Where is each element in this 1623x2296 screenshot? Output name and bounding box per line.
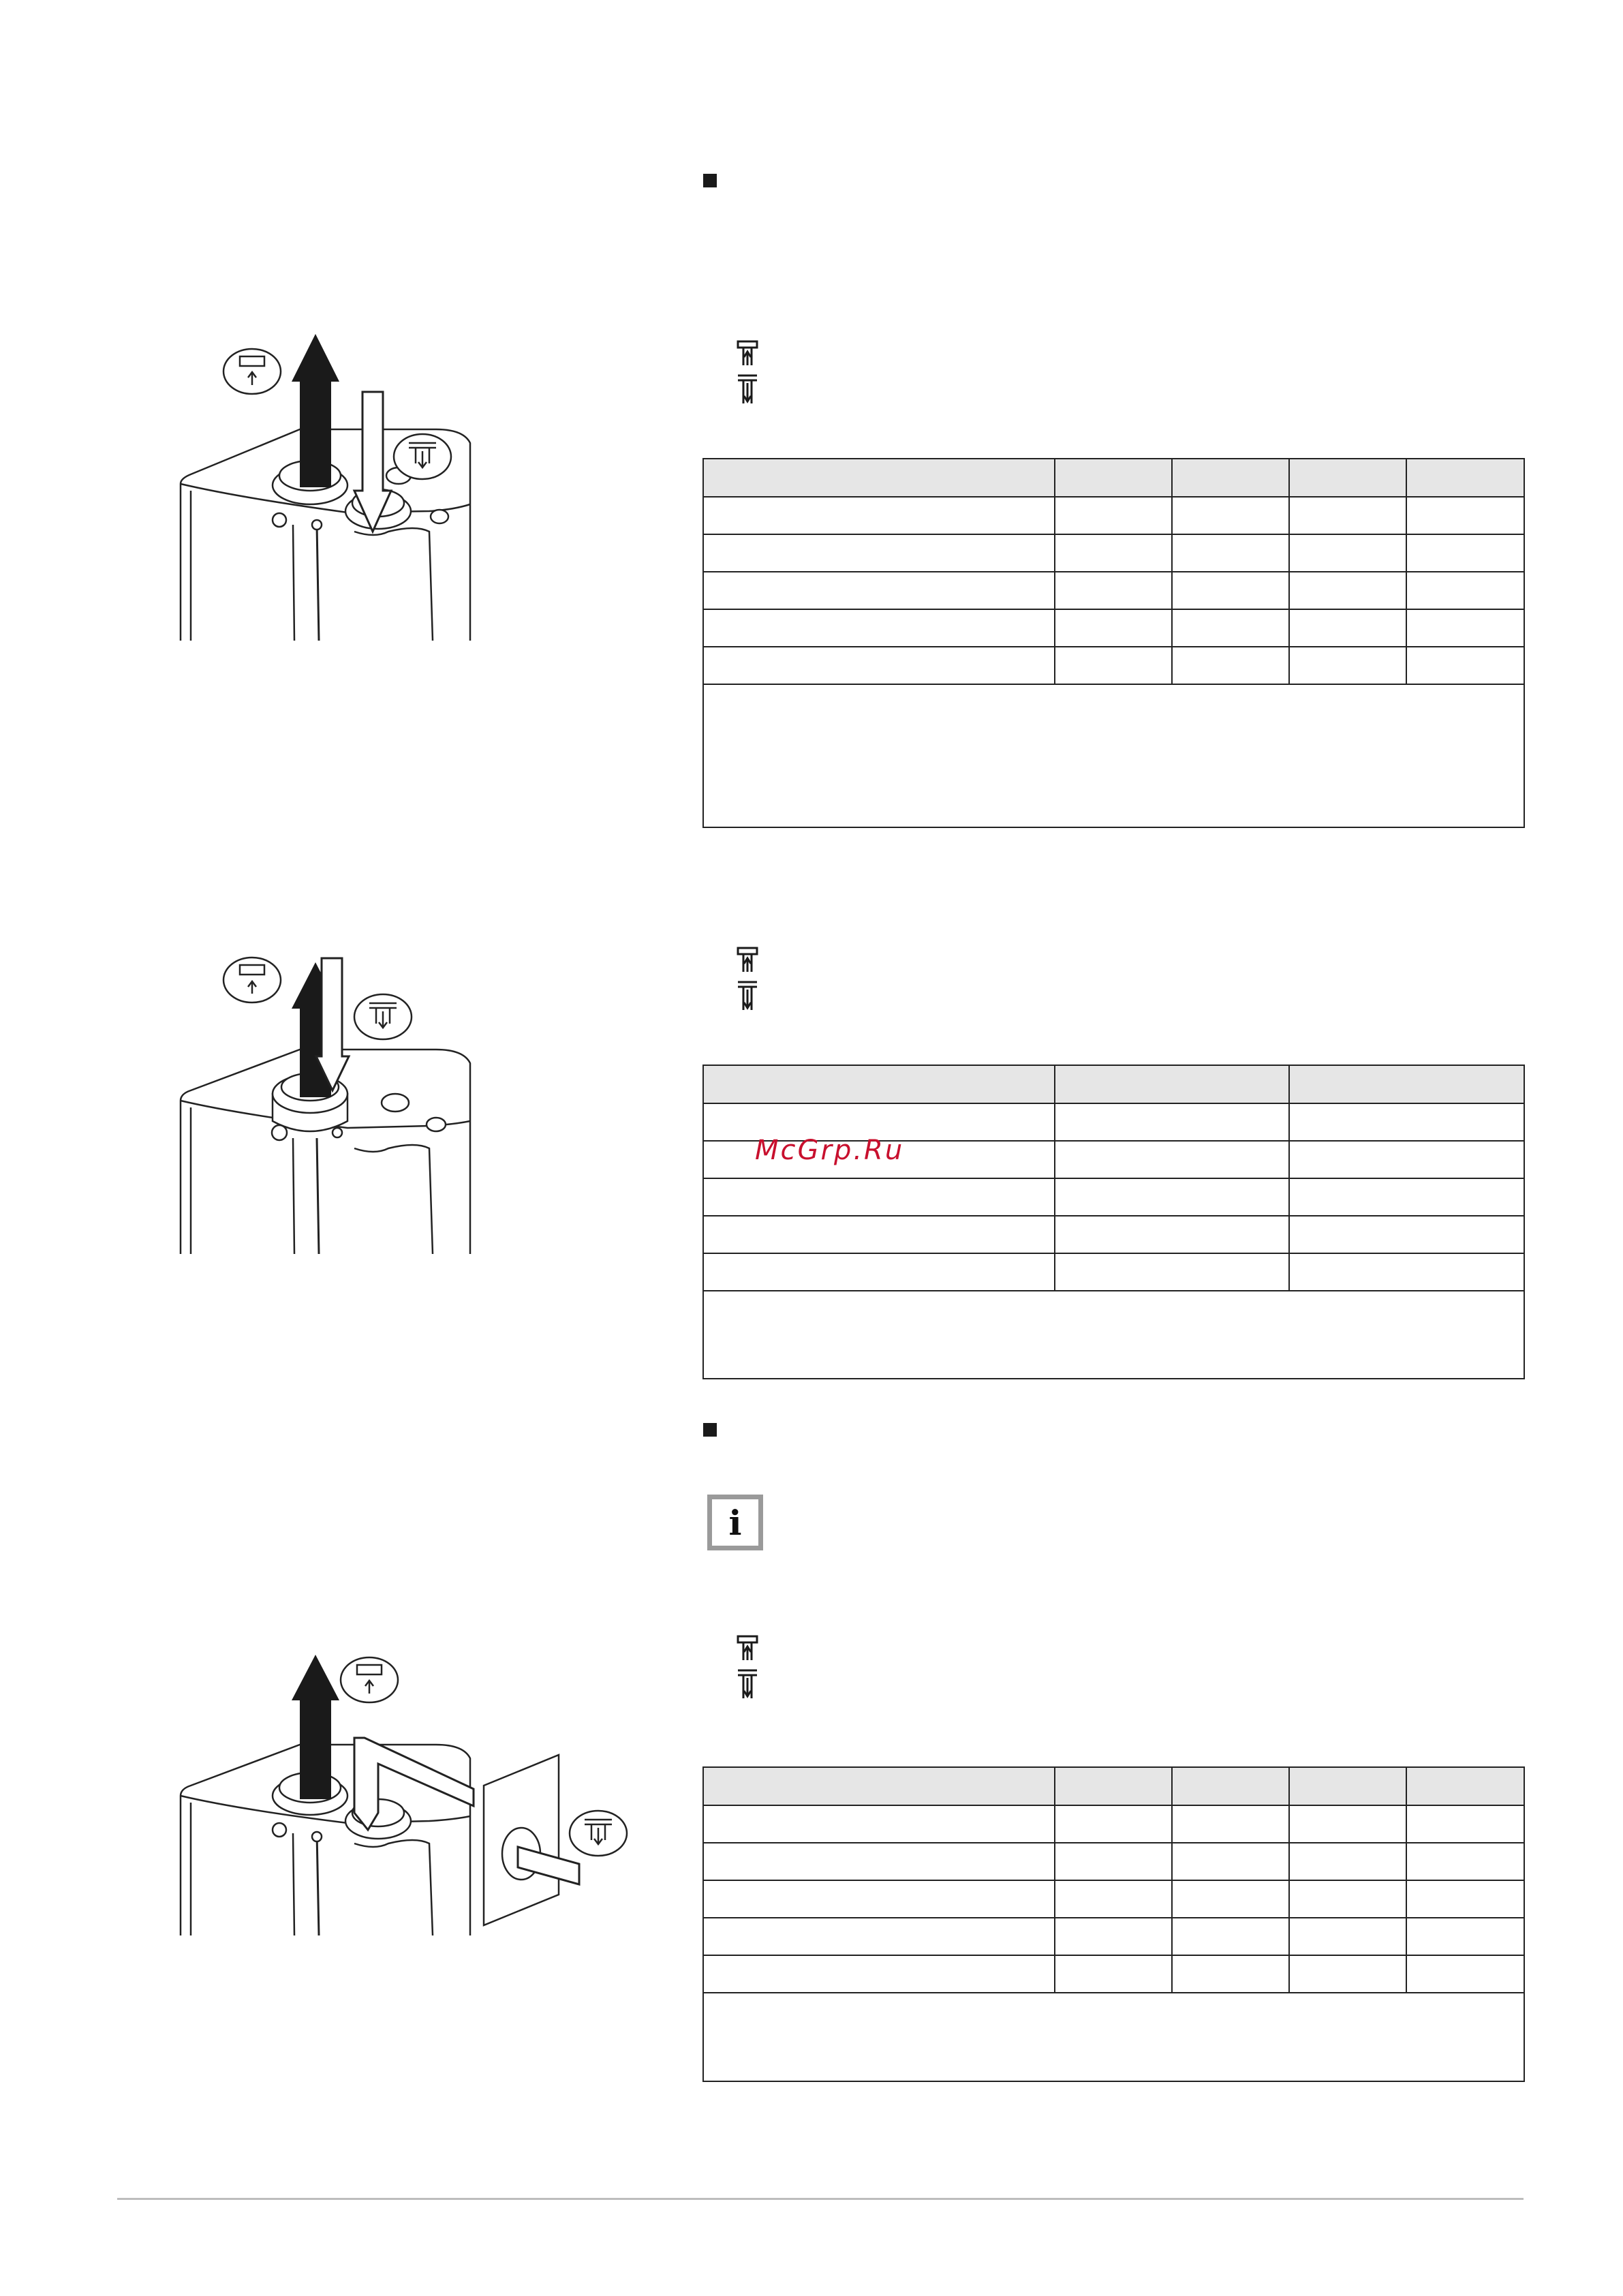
spec-table-2 <box>702 1065 1525 1379</box>
table-note-row <box>703 1291 1524 1379</box>
table-header-row <box>703 1065 1524 1103</box>
table-row <box>703 647 1524 684</box>
flue-exhaust-arrow-down-icon <box>734 373 761 405</box>
spec-table-1 <box>702 458 1525 828</box>
flue-exhaust-arrow-down-icon <box>734 980 761 1011</box>
boiler-concentric-illustration <box>170 954 484 1254</box>
table-row <box>703 497 1524 534</box>
watermark: McGrp.Ru <box>755 1135 905 1166</box>
table-row <box>703 1216 1524 1253</box>
table-header-row <box>703 459 1524 497</box>
info-icon: i <box>707 1495 763 1550</box>
footer-rule <box>117 2198 1524 2200</box>
air-supply-arrow-up-icon <box>734 1634 761 1662</box>
air-supply-arrow-up-icon <box>734 946 761 973</box>
table-note-row <box>703 1993 1524 2081</box>
table-row <box>703 1843 1524 1880</box>
boiler-twin-pipe-illustration <box>170 327 484 641</box>
flue-exhaust-arrow-down-icon <box>734 1668 761 1700</box>
table-row <box>703 1955 1524 1993</box>
air-supply-arrow-up-icon <box>734 339 761 367</box>
table-row <box>703 1880 1524 1918</box>
table-note-row <box>703 684 1524 827</box>
table-row <box>703 1253 1524 1291</box>
table-row <box>703 609 1524 647</box>
spec-table-3 <box>702 1766 1525 2082</box>
boiler-separated-pipes-illustration <box>170 1649 647 1949</box>
table-header-row <box>703 1767 1524 1805</box>
section-bullet-1 <box>703 174 717 187</box>
table-row <box>703 534 1524 572</box>
table-row <box>703 1805 1524 1843</box>
table-row <box>703 1178 1524 1216</box>
table-row <box>703 1918 1524 1955</box>
section-bullet-2 <box>703 1423 717 1437</box>
table-row <box>703 572 1524 609</box>
